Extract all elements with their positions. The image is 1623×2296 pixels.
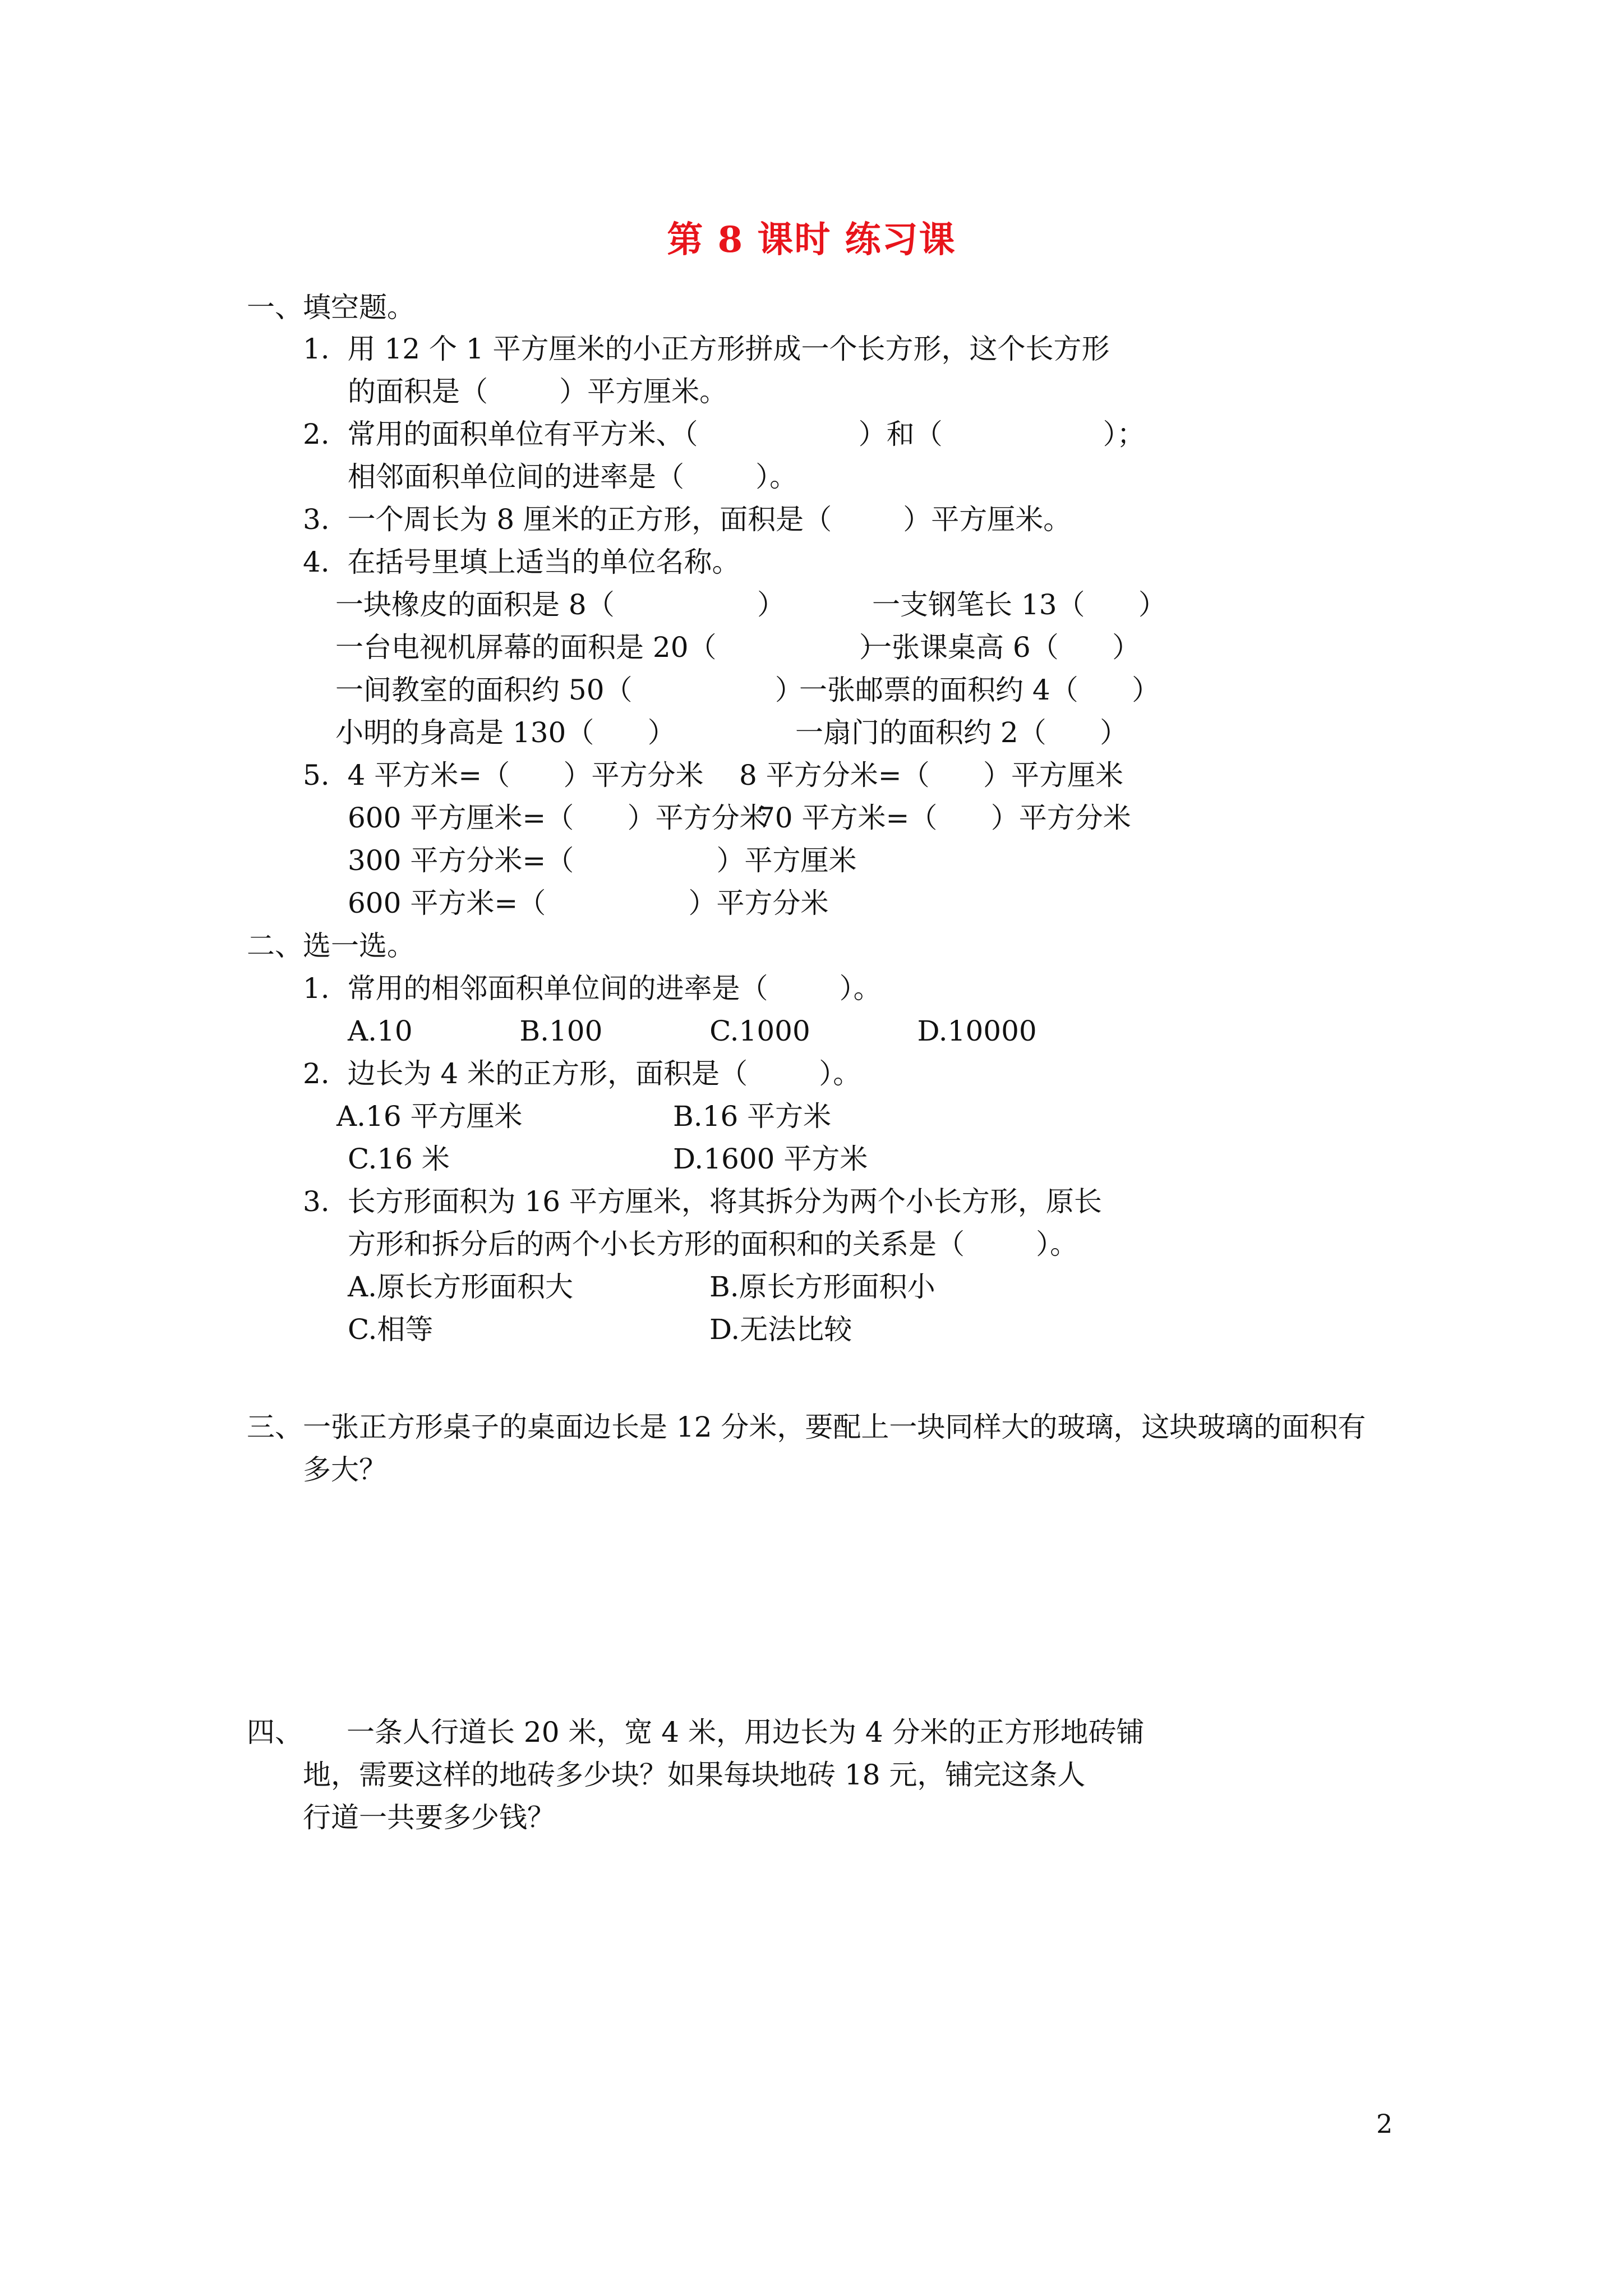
s3-line2: 多大？ [303, 1453, 387, 1486]
s1-q4-item-g: 小明的身高是 130（ ） [335, 716, 676, 749]
s2-q1: 1. 常用的相邻面积单位间的进率是（ ）。 [303, 972, 882, 1005]
s1-q4-item-h: 一扇门的面积约 2（ ） [795, 716, 1128, 749]
s4-line3: 行道一共要多少钱？ [303, 1801, 555, 1834]
s4-line1: 一条人行道长 20 米，宽 4 米，用边长为 4 分米的正方形地砖铺 [347, 1716, 1145, 1749]
s1-q4-item-f: 一张邮票的面积约 4（ ） [799, 674, 1160, 706]
s1-q5-e: 300 平方分米=（ ）平方厘米 [348, 844, 857, 877]
s1-q4-item-c: 一台电视机屏幕的面积是 20（ ） [335, 631, 887, 664]
page-number: 2 [1376, 2109, 1393, 2139]
s2-q3-option-b: B.原长方形面积小 [709, 1271, 935, 1303]
s1-q1-line2: 的面积是（ ）平方厘米。 [348, 375, 728, 408]
s3-line1: 三、一张正方形桌子的桌面边长是 12 分米，要配上一块同样大的玻璃，这块玻璃的面积有 [247, 1411, 1366, 1443]
s2-q2-option-c: C.16 米 [348, 1143, 450, 1175]
s1-q2-line1: 2. 常用的面积单位有平方米、（ ）和（ ）； [303, 418, 1145, 450]
s2-q1-options: A.10 B.100 C.1000 D.10000 [348, 1015, 1037, 1047]
s1-q4-item-e: 一间教室的面积约 50（ ） [335, 674, 803, 706]
section-1-heading: 一、填空题。 [247, 291, 415, 324]
page-title: 第 8 课时 练习课 [667, 219, 956, 261]
s1-q5-c: 600 平方厘米=（ ）平方分米 [348, 802, 768, 834]
section-2-heading: 二、选一选。 [247, 930, 415, 962]
s1-q1-line1: 1. 用 12 个 1 平方厘米的小正方形拼成一个长方形，这个长方形 [303, 333, 1110, 365]
s2-q2: 2. 边长为 4 米的正方形，面积是（ ）。 [303, 1057, 861, 1090]
s1-q3: 3. 一个周长为 8 厘米的正方形，面积是（ ）平方厘米。 [303, 503, 1072, 536]
s2-q3-option-c: C.相等 [348, 1313, 434, 1346]
s1-q4-item-a: 一块橡皮的面积是 8（ ） [335, 588, 786, 621]
s1-q5-f: 600 平方米=（ ）平方分米 [348, 887, 829, 919]
s2-q2-option-b: B.16 平方米 [673, 1100, 832, 1133]
s1-q2-line2: 相邻面积单位间的进率是（ ）。 [348, 461, 798, 493]
s2-q3-line1: 3. 长方形面积为 16 平方厘米，将其拆分为两个小长方形，原长 [303, 1185, 1102, 1218]
s2-q3-option-a: A.原长方形面积大 [348, 1271, 574, 1303]
s1-q5-d: 70 平方米=（ ）平方分米 [757, 802, 1131, 834]
s1-q4: 4. 在括号里填上适当的单位名称。 [303, 546, 740, 578]
s4-line2: 地，需要这样的地砖多少块？如果每块地砖 18 元，铺完这条人 [303, 1759, 1086, 1791]
s2-q3-option-d: D.无法比较 [709, 1313, 852, 1346]
s2-q2-option-a: A.16 平方厘米 [336, 1100, 523, 1133]
s2-q3-line2: 方形和拆分后的两个小长方形的面积和的关系是（ ）。 [348, 1228, 1078, 1260]
s1-q4-item-d: 一张课桌高 6（ ） [864, 631, 1141, 664]
s2-q2-option-d: D.1600 平方米 [673, 1143, 868, 1175]
s1-q4-item-b: 一支钢笔长 13（ ） [872, 588, 1166, 621]
s1-q5-a: 5. 4 平方米=（ ）平方分米 [303, 759, 704, 792]
s1-q5-b: 8 平方分米=（ ）平方厘米 [739, 759, 1123, 792]
s4-label: 四、 [247, 1716, 303, 1749]
